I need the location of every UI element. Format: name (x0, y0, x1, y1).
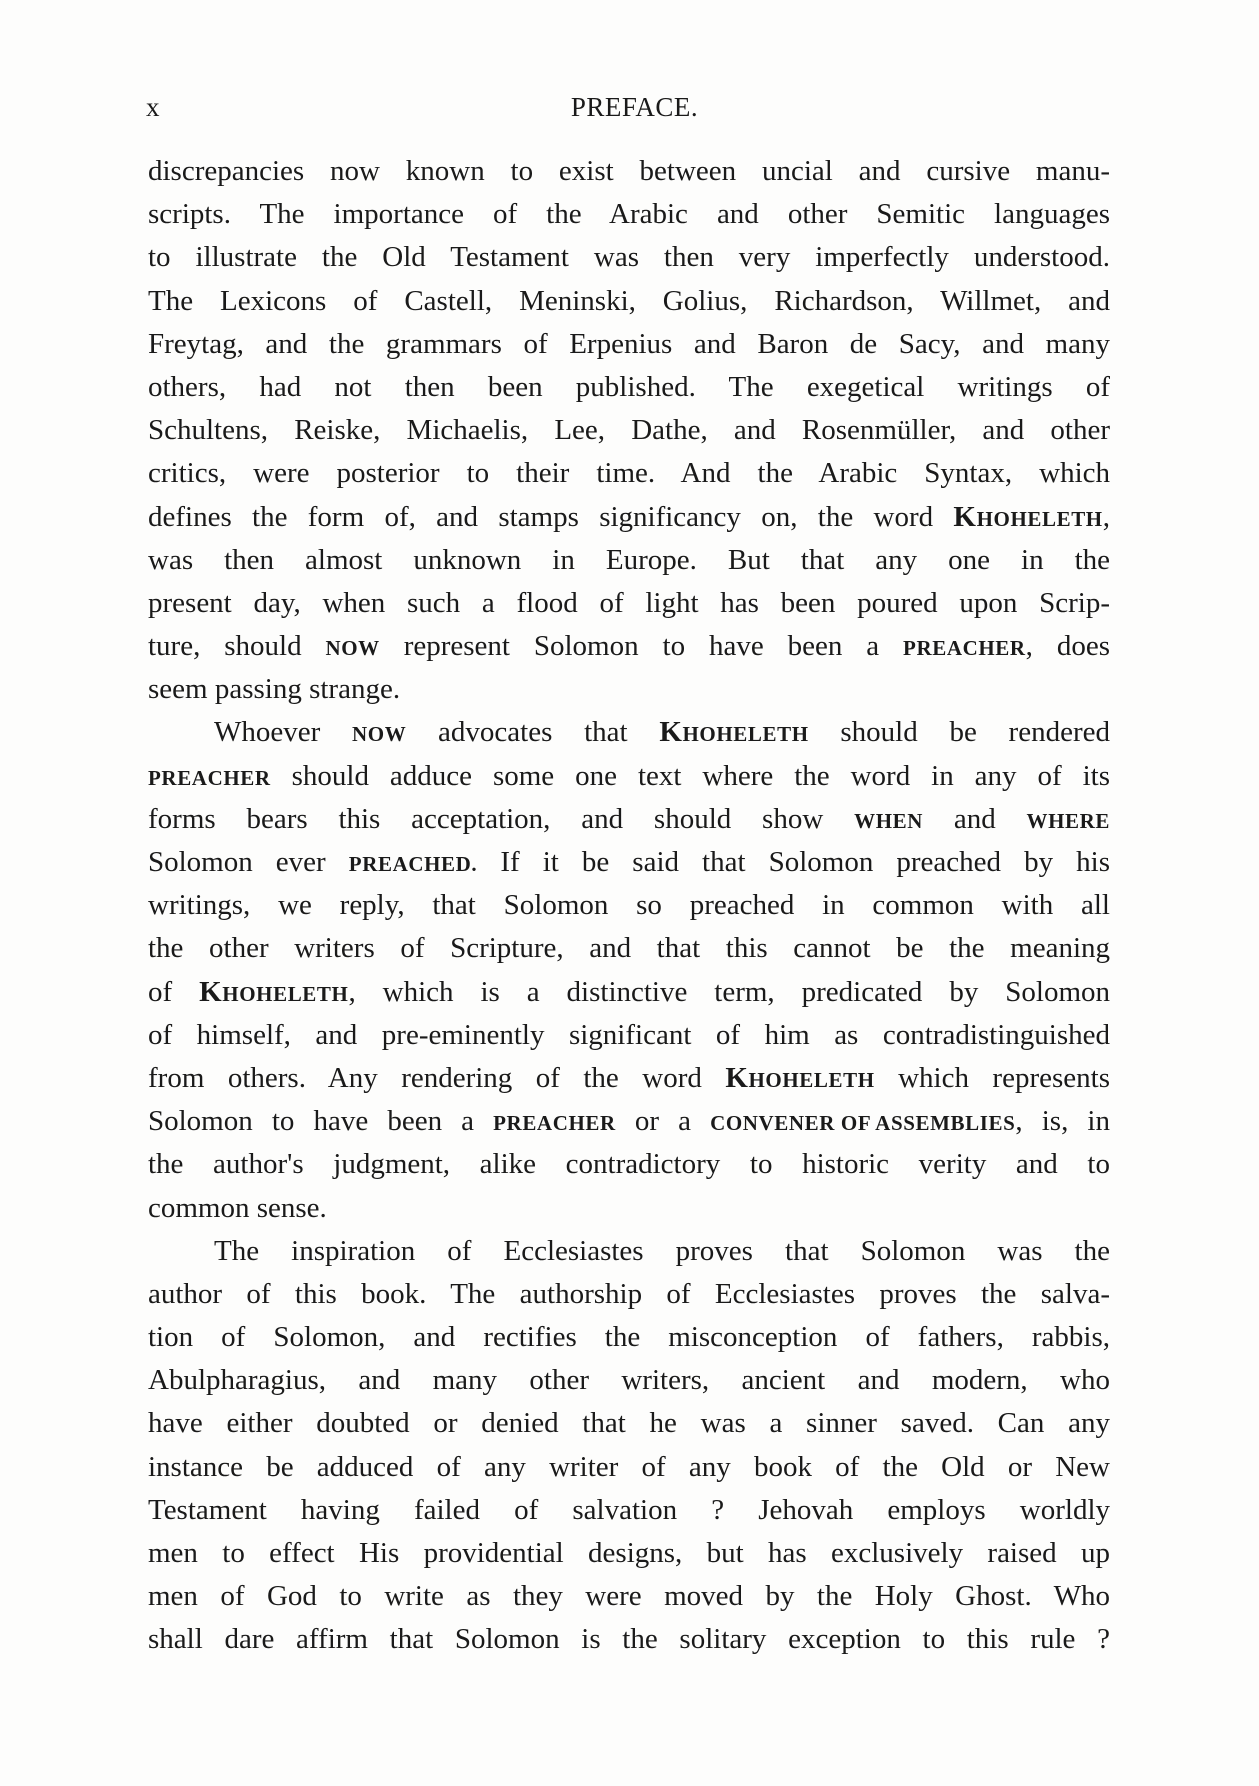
text-segment: men of God to write as they were moved by the Holy Ghost. Who (148, 1580, 1110, 1613)
text-line (148, 150, 1110, 193)
small-caps-text: WHERE (1026, 808, 1110, 833)
text-line (148, 323, 1110, 366)
text-segment: common sense. (148, 1191, 327, 1224)
text-line (148, 409, 1110, 452)
text-segment: or a (615, 1105, 711, 1138)
text-segment: shall dare affirm that Solomon is the solitary exception to this rule ? (148, 1623, 1110, 1656)
small-caps-text: PREACHED. (348, 852, 478, 876)
text-line (148, 625, 1110, 668)
text-line (148, 841, 1110, 884)
small-caps-text: CONVENER OF ASSEMBLIES (710, 1111, 1016, 1136)
text-segment: men to effect His providential designs, but has exclusively raised up (148, 1537, 1110, 1569)
text-line (148, 927, 1110, 970)
text-segment: should adduce some one text where the word in any of its (270, 759, 1110, 792)
text-line (148, 1402, 1110, 1445)
text-line (148, 1143, 1110, 1186)
text-line (148, 1575, 1110, 1618)
text-line (148, 539, 1110, 582)
text-segment: others, had not then been published. The exegetical writings of (148, 370, 1110, 403)
text-line (148, 971, 1110, 1014)
text-line (148, 1618, 1110, 1661)
text-segment: the author's judgment, alike contradictory to historic verity and to (148, 1148, 1110, 1181)
text-line (148, 1446, 1110, 1489)
text-line (148, 1532, 1110, 1575)
text-segment: The Lexicons of Castell, Meninski, Golius, Richardson, Willmet, and (148, 284, 1110, 317)
small-caps-text: KHOHELETH (953, 500, 1103, 533)
text-segment: Whoever (214, 716, 352, 749)
small-caps-text: NOW (352, 722, 407, 747)
text-segment: Solomon to have been a (148, 1105, 494, 1138)
text-line (148, 1489, 1110, 1532)
page-number: x (146, 92, 160, 122)
text-line (148, 366, 1110, 409)
text-segment: forms bears this acceptation, and should show (148, 802, 855, 835)
text-line (148, 582, 1110, 625)
text-segment: from others. Any rendering of the word (148, 1061, 726, 1094)
text-line (148, 452, 1110, 495)
text-line (148, 496, 1110, 539)
small-caps-text: PREACHER (148, 765, 271, 790)
text-segment: Freytag, and the grammars of Erpenius and Baron de Sacy, and many (148, 327, 1110, 360)
small-caps-text: PREACHER (903, 636, 1026, 661)
text-line (148, 711, 1110, 754)
text-line (148, 280, 1110, 323)
text-segment: discrepancies now known to exist between uncial and cursive manu- (148, 155, 1110, 187)
text-segment: Solomon ever (148, 846, 349, 878)
text-line (148, 1359, 1110, 1402)
text-line (148, 884, 1110, 927)
text-segment: , which is a distinctive term, predicated by Solomon (348, 975, 1110, 1008)
small-caps-text: WHEN (854, 808, 924, 833)
text-segment: defines the form of, and stamps significancy on, the word (148, 500, 954, 533)
text-line (148, 236, 1110, 279)
text-segment: instance be adduced of any writer of any book of the Old or New (148, 1450, 1110, 1483)
text-segment: represent Solomon to have been a (379, 630, 904, 663)
text-segment: The inspiration of Ecclesiastes proves that Solomon was the (214, 1234, 1110, 1267)
small-caps-text: KHOHELETH (725, 1061, 875, 1094)
text-segment: and (923, 802, 1027, 835)
small-caps-text: KHOHELETH (199, 975, 349, 1008)
small-caps-text: KHOHELETH (659, 716, 809, 749)
text-segment: which represents (874, 1061, 1110, 1094)
page-title: PREFACE. (570, 92, 699, 122)
text-segment: seem passing strange. (148, 673, 401, 706)
text-line (148, 1316, 1110, 1359)
text-line (148, 1014, 1110, 1057)
text-line (148, 1100, 1110, 1143)
text-segment: should be rendered (808, 716, 1110, 749)
text-line (148, 193, 1110, 236)
text-segment: ture, should (148, 630, 326, 663)
text-segment: , is, in (1015, 1105, 1110, 1138)
text-segment: advocates that (406, 716, 660, 749)
text-segment: scripts. The importance of the Arabic and other Semitic languages (148, 198, 1110, 231)
text-segment: author of this book. The authorship of Ecclesiastes proves the salva- (148, 1277, 1110, 1310)
text-segment: of himself, and pre-eminently significant of him as contradistinguished (148, 1018, 1110, 1051)
running-header (0, 92, 1259, 128)
text-segment: to illustrate the Old Testament was then very imperfectly understood. (148, 241, 1110, 274)
text-segment: If it be said that Solomon preached by his (477, 846, 1110, 878)
text-line (148, 1273, 1110, 1316)
text-line (148, 798, 1110, 841)
text-line (148, 1057, 1110, 1100)
text-segment: writings, we reply, that Solomon so preached in common with all (148, 889, 1110, 922)
small-caps-text: PREACHER (493, 1111, 616, 1136)
text-segment: Testament having failed of salvation ? Jehovah employs worldly (148, 1493, 1110, 1526)
text-segment: present day, when such a flood of light has been poured upon Scrip- (148, 586, 1110, 619)
text-line (148, 1187, 1110, 1230)
text-segment: was then almost unknown in Europe. But that any one in the (148, 543, 1110, 576)
text-segment: have either doubted or denied that he was a sinner saved. Can any (148, 1407, 1110, 1440)
text-line (148, 755, 1110, 798)
text-segment: , does (1025, 630, 1110, 663)
text-segment: tion of Solomon, and rectifies the misconception of fathers, rabbis, (148, 1321, 1110, 1354)
text-segment: critics, were posterior to their time. And the Arabic Syntax, which (148, 457, 1110, 490)
text-segment: the other writers of Scripture, and that this cannot be the meaning (148, 932, 1110, 965)
text-segment: Abulpharagius, and many other writers, ancient and modern, who (148, 1364, 1110, 1397)
body-text (148, 150, 1110, 1662)
text-segment: Schultens, Reiske, Michaelis, Lee, Dathe, and Rosenmüller, and other (148, 414, 1110, 447)
text-line (148, 668, 1110, 711)
small-caps-text: NOW (325, 636, 380, 661)
text-segment: of (148, 975, 200, 1008)
text-segment: , (1102, 500, 1110, 533)
text-line (148, 1230, 1110, 1273)
